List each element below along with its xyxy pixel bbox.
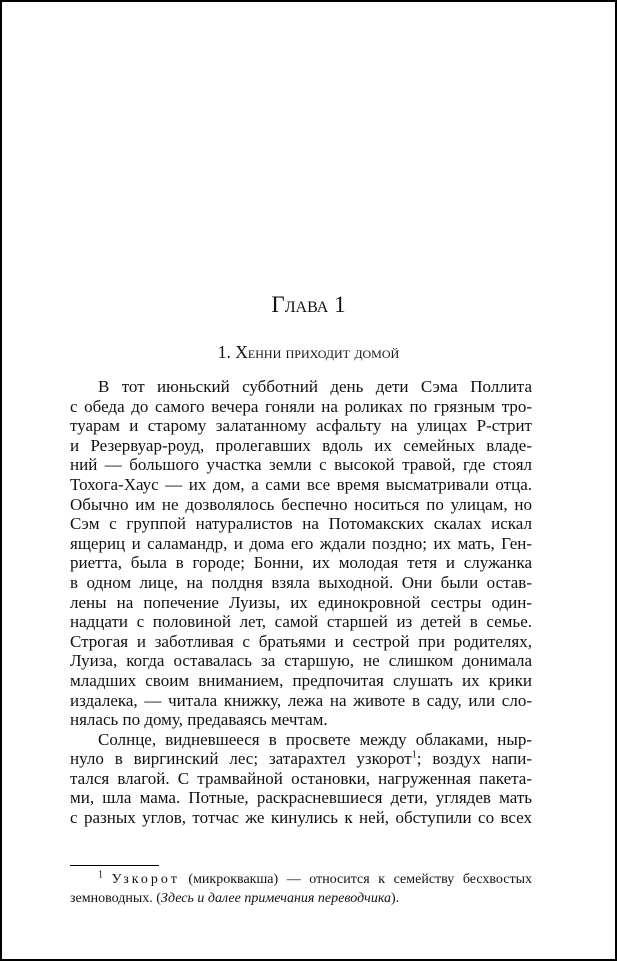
text-line: Тохога-Хаус — их дом, а сами все время высматривали отца.: [70, 474, 532, 494]
footnote-italic: Здесь и далее примечания переводчика: [160, 891, 392, 906]
text-line: и Резервуар-роуд, пролегавших вдоль их семейных владе-: [70, 435, 532, 455]
text-line: с обеда до самого вечера гоняли на роликах по грязным тро-: [70, 396, 532, 416]
footnote-ref[interactable]: 1: [411, 749, 417, 761]
section-title: 1. Хенни приходит домой: [217, 342, 400, 362]
text-line: тался влагой. С трамвайной остановки, нагруженная пакета-: [70, 768, 532, 788]
footnote-text: ).: [391, 891, 400, 906]
paragraph: [70, 377, 532, 730]
footnote-text: (микроквакша) — относится к семейству бесхвостых: [179, 872, 532, 887]
footnote-line: [70, 889, 532, 908]
line-part: нуло в виргинский лес; затарахтел узкорот: [70, 749, 412, 769]
chapter-title: Глава 1: [271, 292, 346, 317]
text-line: надцати с половиной лет, самой старшей из детей в семье.: [70, 612, 532, 632]
text-line: Луиза, когда оставалась за старшую, не слишком донимала: [70, 651, 532, 671]
text-line: Сэм с группой натуралистов на Потомакских скалах искал: [70, 514, 532, 534]
footnote-term: Узкорот: [111, 872, 180, 887]
footnote-text: земноводных. (: [70, 891, 161, 906]
text-line: младших своим вниманием, предпочитая слушать их крики: [70, 670, 532, 690]
text-line: лены на попечение Луизы, их единокровной сестры один-: [70, 592, 532, 612]
text-line: издалека, — читала книжку, лежа на животе в саду, или сло-: [70, 690, 532, 710]
text-line: В тот июньский субботний день дети Сэма Поллита: [98, 377, 532, 396]
text-line: ящериц и саламандр, и дома его ждали поздно; их мать, Ген-: [70, 533, 532, 553]
text-line: с разных углов, тотчас же кинулись к ней, обступили со всех: [70, 808, 532, 828]
text-line: риетта, была в городе; Бонни, их молодая тетя и служанка: [70, 553, 532, 573]
body-text: [70, 377, 532, 828]
text-line: ми, шла мама. Потные, раскрасневшиеся дети, углядев мать: [70, 788, 532, 808]
footnote: [70, 870, 532, 908]
text-line: Солнце, видневшееся в просвете между облаками, ныр-: [98, 729, 532, 749]
text-line: туарам и старому залатанному асфальту на улицах Р-стрит: [70, 416, 532, 436]
text-line: [70, 749, 532, 769]
footnote-marker: 1: [98, 869, 103, 881]
line-part: ; воздух напи-: [416, 749, 533, 769]
text-line: Обычно им не дозволялось беспечно носиться по улицам, но: [70, 494, 532, 514]
text-line: ний — большого участка земли с высокой травой, где стоял: [70, 455, 532, 475]
text-line: в одном лице, на полдня взяла выходной. Они были остав-: [70, 572, 532, 592]
paragraph: [70, 730, 532, 828]
text-line: Строгая и заботливая с братьями и сестрой при родителях,: [70, 631, 532, 651]
footnote-line: [70, 870, 532, 889]
footnote-divider: [70, 865, 159, 866]
text-line: нялась по дому, предаваясь мечтам.: [70, 710, 328, 730]
